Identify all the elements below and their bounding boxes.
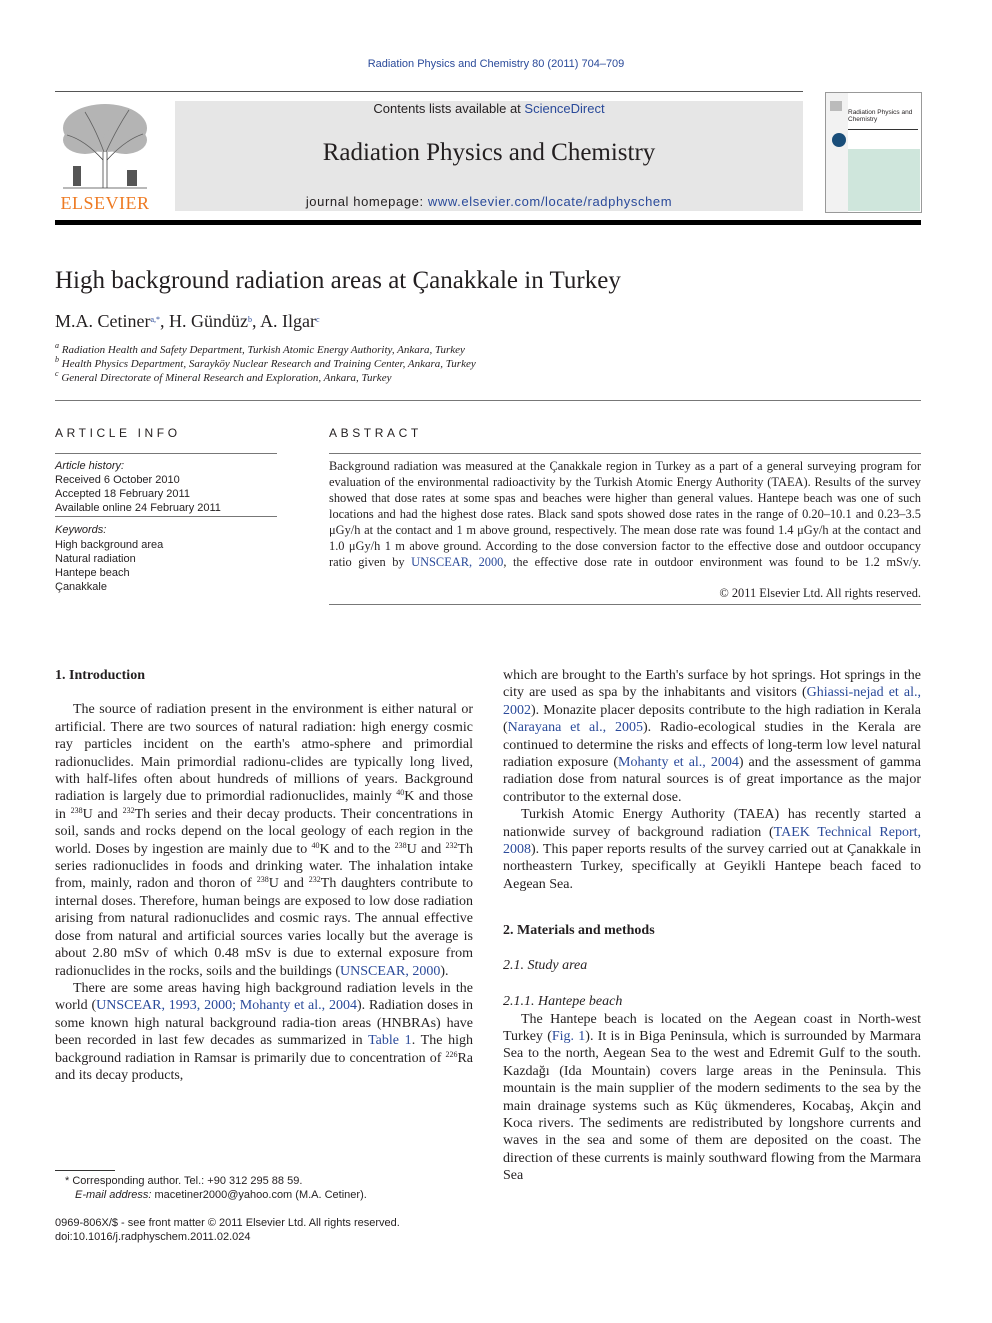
title-block-rule <box>55 400 921 401</box>
footnotes <box>55 1174 367 1202</box>
keywords-rule <box>55 516 277 517</box>
tree-icon <box>55 100 155 192</box>
homepage-line <box>175 194 803 209</box>
email-address[interactable]: macetiner2000@yahoo.com (M.A. Cetiner). <box>151 1189 367 1201</box>
citation-link[interactable]: UNSCEAR, 2000 <box>411 555 504 569</box>
paragraph: There are some areas having high background radiation levels in the world (UNSCEAR, 1993, 2000; Mohanty et al., 2004). Radiation doses in some known high natural background radia-tion areas (HNBRAs) have been recorded in last few decades as summarized in Table 1. The high background radiation in Ramsar is primarily due to concentration of $^{226}$Ra and its decay products, <box>55 980 473 1083</box>
doi-line[interactable]: doi:10.1016/j.radphyschem.2011.02.024 <box>55 1231 251 1243</box>
paragraph: Turkish Atomic Energy Authority (TAEA) has recently started a nationwide survey of background radiation (TAEK Technical Report, 2008). This paper reports results of the survey carried out at Çanakkale in northeastern Turkey, specifically at Geyikli Hantepe beach faced to Aegean Sea. <box>503 807 921 892</box>
article-info-heading: ARTICLE INFO <box>55 426 181 440</box>
abstract-text <box>329 458 921 570</box>
abstract-body: , the effective dose rate in outdoor environment was found to be 1.2 mSv/y. <box>503 555 921 569</box>
email-note <box>55 1188 367 1202</box>
cover-title: Radiation Physics and Chemistry <box>848 109 913 123</box>
author-name: A. Ilgar <box>260 311 317 331</box>
cover-rule <box>848 129 918 130</box>
right-column <box>503 667 921 1185</box>
cover-logo-icon <box>830 101 842 111</box>
contents-line <box>175 101 803 116</box>
journal-name: Radiation Physics and Chemistry <box>322 139 656 166</box>
affiliation-mark: b <box>55 355 59 364</box>
contents-prefix: Contents lists available at <box>373 101 525 116</box>
paragraph: The Hantepe beach is located on the Aegean coast in North-west Turkey (Fig. 1). It is in Biga Peninsula, which is surrounded by Marmara Sea to the north, Aegean Sea to the west and Edremit Gulf to the south. Kazdağı (Ida Mountain) covers large areas in the Peninsula. This mountain is the main supplier of the modern sediments to the sea by the main drainage systems such as Küç ükmenderes, Kocabaş, Akçin and Koca rivers. The sediments are redistributed by longshore currents and waves in the sea and some of them are deposited on the coast. The direction of these currents is mainly southward flowing from the Marmara Sea <box>503 1011 921 1184</box>
affiliation-text: General Directorate of Mineral Research and Exploration, Ankara, Turkey <box>61 372 392 384</box>
subsubsection-heading: 2.1.1. Hantepe beach <box>503 994 623 1010</box>
abstract-bottom-rule <box>329 604 921 605</box>
header-thick-rule <box>55 220 921 225</box>
author-name: M.A. Cetiner <box>55 311 151 331</box>
paragraph: which are brought to the Earth's surface by hot springs. Hot springs in the city are used as spa by the inhabitants and visitors (Ghiassi-nejad et al., 2002). Monazite placer deposits contribute to the high radiation in Kerala (Narayana et al., 2005). Radio-ecological studies in the Kerala are continued to determine the risks and effects of long-term low level natural radiation exposure (Mohanty et al., 2004) and the assessment of gamma radiation dose from natural sources is of great importance as the major contributor to the external dose. <box>503 668 921 805</box>
citation-link[interactable]: Ghiassi-nejad et al., 2002 <box>503 685 921 718</box>
footnote-rule <box>55 1170 115 1171</box>
top-rule <box>55 91 803 92</box>
keyword: Hantepe beach <box>55 567 130 579</box>
sciencedirect-link[interactable]: ScienceDirect <box>524 101 605 116</box>
author-separator: , <box>252 311 261 331</box>
affiliation <box>55 341 465 356</box>
affiliation-text: Radiation Health and Safety Department, Turkish Atomic Energy Authority, Ankara, Turkey <box>61 344 465 356</box>
corresponding-author-note: * Corresponding author. Tel.: +90 312 295 88 59. <box>65 1175 303 1187</box>
author-list <box>55 311 320 332</box>
bottom-meta <box>55 1216 400 1244</box>
table-link[interactable]: Table 1 <box>368 1033 412 1049</box>
running-head: Radiation Physics and Chemistry 80 (2011) 704–709 <box>367 58 625 70</box>
homepage-link[interactable]: www.elsevier.com/locate/radphyschem <box>427 194 673 209</box>
paragraph: The source of radiation present in the environment is either natural or artificial. There are two sources of natural radiation: high energy cosmic ray particles incident on the earth's atmo-sphere and primordial radionuclides. Main primordial radionu-clides are typically long lived, with half-lifes often about hundreds of millions of years. Background radiation is largely due to primordial radionuclides, mainly $^{40}$K and those in $^{238}$U and $^{232}$Th series and their decay products. Their concentrations in soil, sands and rocks depend on the local geology of each region in the world. Doses by ingestion are mainly due to $^{40}$K and to the $^{238}$U and $^{232}$Th series radionuclides in foods and drinking water. The inhalation intake from, mainly, radon and thoron of $^{238}$U and $^{232}$Th daughters contribute to internal doses. Therefore, human beings are exposed to low dose radiation arising from natural radionuclides and cosmic rays. The annual effective dose from natural and artificial sources varies locally but the average is about 2.80 mSv of which 0.48 mSv is due to external exposure from radionuclides in the rocks, soils and the buildings (UNSCEAR, 2000). <box>55 702 474 979</box>
figure-link[interactable]: Fig. 1 <box>551 1028 586 1044</box>
abstract-rule <box>329 453 921 454</box>
affiliation-text: Health Physics Department, Sarayköy Nuclear Research and Training Center, Ankara, Turkey <box>61 358 476 370</box>
cover-art <box>848 149 920 211</box>
section-heading: 2. Materials and methods <box>503 923 655 939</box>
article-info-rule <box>55 453 277 454</box>
affiliation-mark: a <box>55 341 59 350</box>
left-column <box>55 667 473 1084</box>
author-separator: , <box>160 311 170 331</box>
article-title: High background radiation areas at Çanakkale in Turkey <box>55 267 621 294</box>
keyword: High background area <box>55 539 164 551</box>
citation-link[interactable]: UNSCEAR, 1993, 2000; Mohanty et al., 2004 <box>96 998 357 1014</box>
abstract-copyright: © 2011 Elsevier Ltd. All rights reserved. <box>719 586 921 600</box>
abstract-body: Background radiation was measured at the Çanakkale region in Turkey as a part of a general surveying program for evaluation of the environmental radioactivity by the Turkish Atomic Energy Authority (TAEA). Results of the survey showed that dose rates at some spas and beaches were higher than general values. Hantepe beach was one of such locations and had the highest dose rates. Black sand spots showed dose rates in the range of 0.20–10.1 and 0.23–3.5 μGy/h at the contact and 1 m above ground, respectively. The mean dose rate was found 1.4 μGy/h at the contact and 1.0 μGy/h 1 m above ground. According to the dose conversion factor to the effective dose and outdoor occupancy ratio given by <box>329 459 921 569</box>
homepage-prefix: journal homepage: <box>305 194 428 209</box>
affiliation-mark: c <box>55 369 59 378</box>
citation-link[interactable]: Mohanty et al., 2004 <box>618 755 739 771</box>
cover-emblem-icon <box>832 133 846 147</box>
affiliation <box>55 369 392 384</box>
author-affiliation-mark[interactable]: c <box>316 315 320 324</box>
keywords-label: Keywords: <box>55 524 107 536</box>
citation-link[interactable]: UNSCEAR, 2000 <box>340 963 441 979</box>
history-item: Available online 24 February 2011 <box>55 502 221 514</box>
affiliation <box>55 355 476 370</box>
author-affiliation-mark[interactable]: a,* <box>150 315 161 324</box>
abstract-heading: ABSTRACT <box>329 426 422 440</box>
publisher-wordmark: ELSEVIER <box>60 193 150 213</box>
author-name: H. Gündüz <box>169 311 249 331</box>
keyword: Natural radiation <box>55 553 136 565</box>
citation-link[interactable]: Narayana et al., 2005 <box>507 720 643 736</box>
issn-line: 0969-806X/$ - see front matter © 2011 Elsevier Ltd. All rights reserved. <box>55 1217 400 1229</box>
subsection-heading: 2.1. Study area <box>503 957 588 973</box>
history-item: Accepted 18 February 2011 <box>55 488 190 500</box>
journal-cover-thumbnail <box>825 92 922 213</box>
email-label: E-mail address: <box>75 1189 152 1201</box>
keyword: Çanakkale <box>55 581 107 593</box>
history-item: Received 6 October 2010 <box>55 474 180 486</box>
author-affiliation-mark[interactable]: b <box>248 315 253 324</box>
citation-link[interactable]: TAEK Technical Report, 2008 <box>503 824 921 858</box>
section-heading: 1. Introduction <box>55 668 145 683</box>
history-label: Article history: <box>55 460 125 472</box>
